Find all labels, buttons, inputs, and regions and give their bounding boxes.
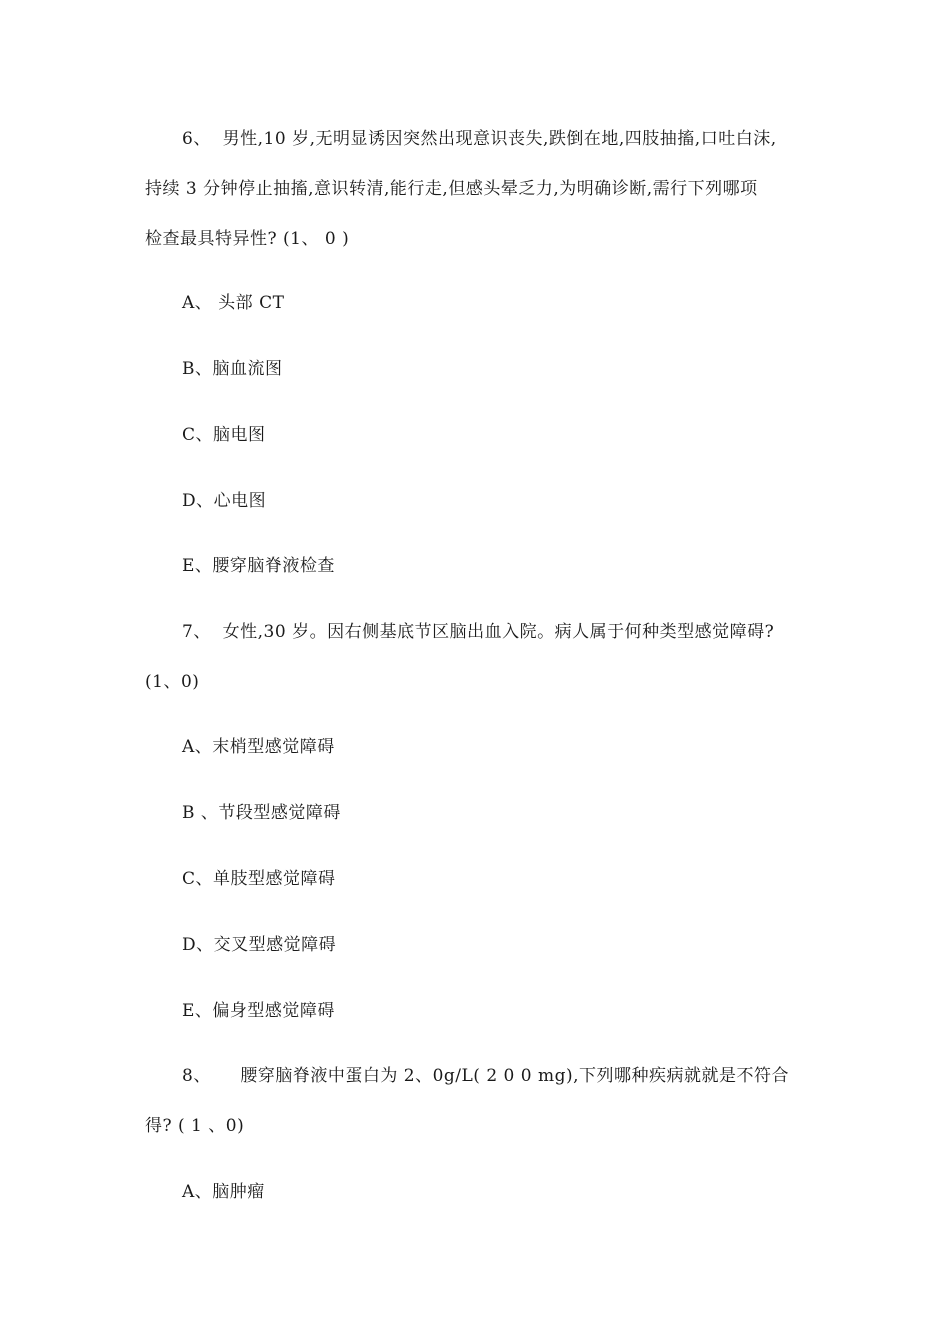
question-7-option-e: E、偏身型感觉障碍: [182, 1001, 335, 1021]
question-8-option-a: A、脑肿瘤: [182, 1182, 265, 1202]
question-stem-text: 腰穿脑脊液中蛋白为 2、0g/L( 2 0 0 mg),下列哪种疾病就就是不符合: [240, 1066, 790, 1086]
question-7-option-b: B 、节段型感觉障碍: [182, 803, 341, 823]
question-number: 6、: [182, 129, 211, 149]
question-stem-text: 女性,30 岁。因右侧基底节区脑出血入院。病人属于何种类型感觉障碍?: [222, 622, 775, 642]
question-6-line-2: 持续 3 分钟停止抽搐,意识转清,能行走,但感头晕乏力,为明确诊断,需行下列哪项: [145, 179, 758, 199]
question-6-option-c: C、脑电图: [182, 425, 266, 445]
question-7-option-c: C、单肢型感觉障碍: [182, 869, 336, 889]
question-6-option-d: D、心电图: [182, 491, 267, 511]
question-7-option-d: D、交叉型感觉障碍: [182, 935, 337, 955]
question-number: 8、: [182, 1066, 211, 1086]
question-8-line-2: 得? ( 1 、0): [145, 1116, 245, 1136]
question-stem-text: 男性,10 岁,无明显诱因突然出现意识丧失,跌倒在地,四肢抽搐,口吐白沫,: [222, 129, 777, 149]
question-6-line-1: [182, 128, 777, 150]
question-6-option-a: A、 头部 CT: [182, 293, 285, 313]
question-6-option-e: E、腰穿脑脊液检查: [182, 556, 335, 576]
question-7-option-a: A、末梢型感觉障碍: [182, 737, 335, 757]
question-7-line-1: [182, 621, 774, 643]
question-number: 7、: [182, 622, 211, 642]
question-6-option-b: B、脑血流图: [182, 359, 283, 379]
question-8-line-1: [182, 1065, 789, 1087]
question-7-line-2: (1、0): [145, 672, 200, 692]
question-6-line-3: 检查最具特异性? (1、 0 ): [145, 229, 350, 249]
